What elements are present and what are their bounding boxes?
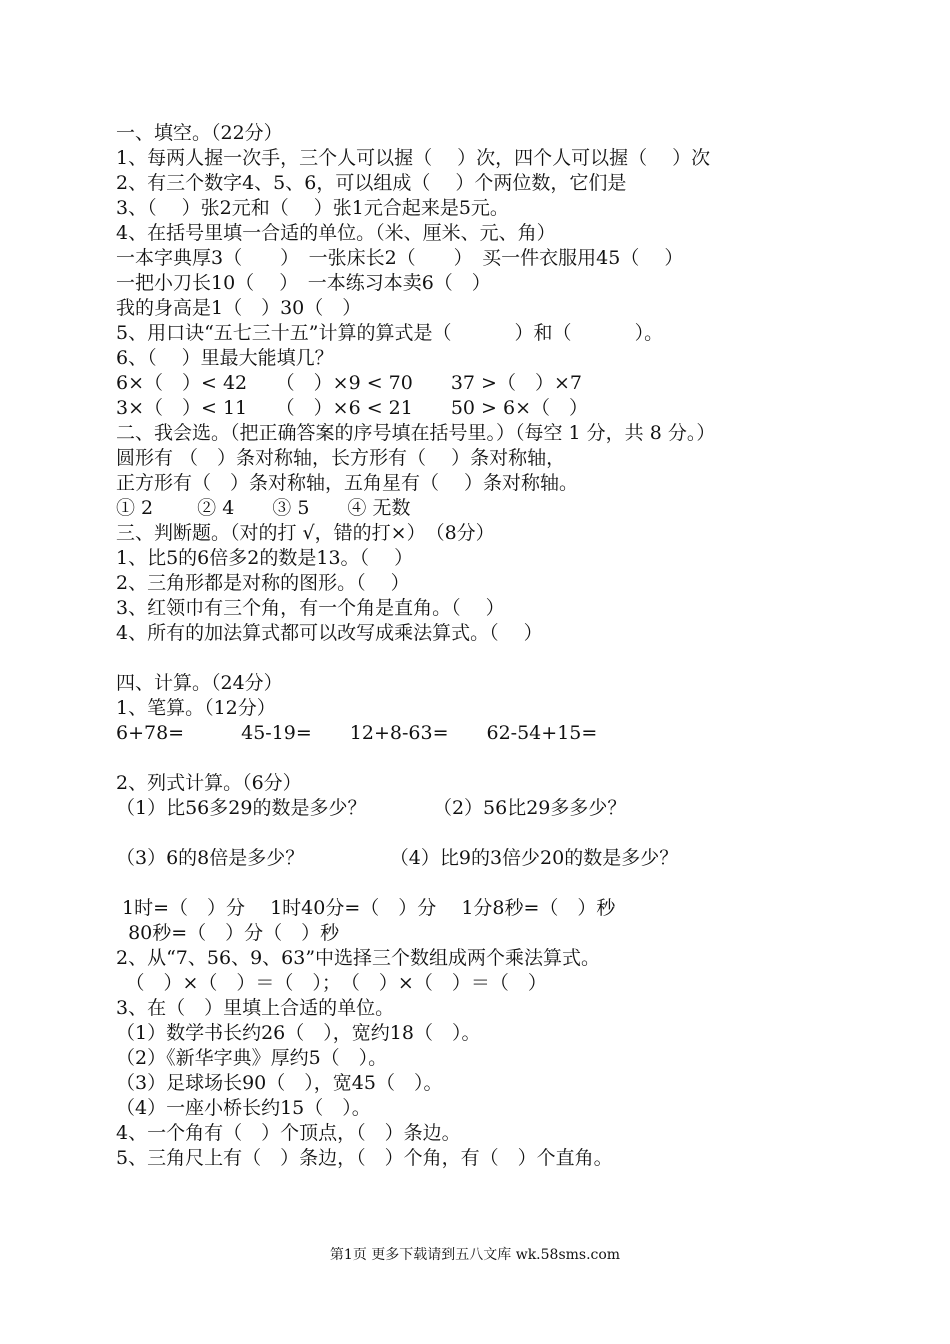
blank-line [116,871,860,896]
question-line: （3）足球场长90（ ），宽45（ ）。 [116,1072,443,1094]
section-title-calculation: 四、计算。（24分） [116,672,283,694]
section-title-fill-blank: 一、填空。（22分） [116,122,283,144]
section-title-true-false: 三、判断题。（对的打 √，错的打×） （8分） [116,522,495,544]
question-line: （2）《新华字典》厚约5（ ）。 [116,1047,388,1069]
question-line: 2、列式计算。（6分） [116,772,302,794]
question-line: 5、三角尺上有（ ）条边，（ ）个角，有（ ）个直角。 [116,1147,613,1169]
question-line: （ ）×（ ）＝（ ）； （ ）×（ ）＝（ ） [116,972,547,994]
question-line: 1、每两人握一次手，三个人可以握（ ）次，四个人可以握（ ）次 [116,147,711,169]
question-line: 4、所有的加法算式都可以改写成乘法算式。（ ） [116,622,543,644]
question-line: 80秒=（ ）分（ ）秒 [116,922,340,944]
question-line: 1、比5的6倍多2的数是13。（ ） [116,547,414,569]
question-line: （4）一座小桥长约15（ ）。 [116,1097,371,1119]
section-title-multiple-choice: 二、我会选。（把正确答案的序号填在括号里。）（每空 1 分，共 8 分。） [116,422,716,444]
question-line: 6×（ ）< 42 （ ）×9 < 70 37 >（ ）×7 [116,372,582,394]
question-line: 2、从“7、56、9、63”中选择三个数组成两个乘法算式。 [116,947,601,969]
question-line: 2、有三个数字4、5、6，可以组成（ ）个两位数，它们是 [116,172,627,194]
question-line: 1、笔算。（12分） [116,697,276,719]
question-line: （3）6的8倍是多少？ （4）比9的3倍少20的数是多少？ [116,847,679,869]
question-line: 一把小刀长10（ ） 一本练习本卖6（ ） [116,272,491,294]
question-line: 3×（ ）< 11 （ ）×6 < 21 50 > 6×（ ） [116,397,589,419]
question-line: （1）比56多29的数是多少？ （2）56比29多多少？ [116,797,627,819]
question-line: 3、红领巾有三个角，有一个角是直角。（ ） [116,597,505,619]
blank-line [116,821,860,846]
question-line: 4、一个角有（ ）个顶点，（ ）条边。 [116,1122,461,1144]
question-line: 5、用口诀“五七三十五”计算的算式是（ ）和（ ）。 [116,322,664,344]
question-line: 圆形有 （ ）条对称轴，长方形有（ ）条对称轴， [116,447,566,469]
worksheet-body [116,121,860,1171]
question-line: 2、三角形都是对称的图形。（ ） [116,572,410,594]
question-line: 我的身高是1（ ）30（ ） [116,297,362,319]
blank-line [116,646,860,671]
question-line: 3、在（ ）里填上合适的单位。 [116,997,395,1019]
question-line: 正方形有（ ）条对称轴，五角星有（ ）条对称轴。 [116,472,579,494]
question-line: 一本字典厚3（ ） 一张床长2（ ） 买一件衣服用45（ ） [116,247,684,269]
question-line: 6+78= 45-19= 12+8-63= 62-54+15= [116,722,598,744]
question-line: 3、（ ）张2元和（ ）张1元合起来是5元。 [116,197,509,219]
page-footer: 第1页 更多下载请到五八文库 wk.58sms.com [329,1247,621,1263]
blank-line [116,746,860,771]
question-line: 6、（ ）里最大能填几？ [116,347,334,369]
choice-options: ① 2 ② 4 ③ 5 ④ 无数 [116,497,411,519]
question-line: 4、在括号里填一合适的单位。（米、厘米、元、角） [116,222,556,244]
question-line: （1）数学书长约26（ ），宽约18（ ）。 [116,1022,481,1044]
question-line: 1时=（ ）分 1时40分=（ ）分 1分8秒=（ ）秒 [116,897,616,919]
